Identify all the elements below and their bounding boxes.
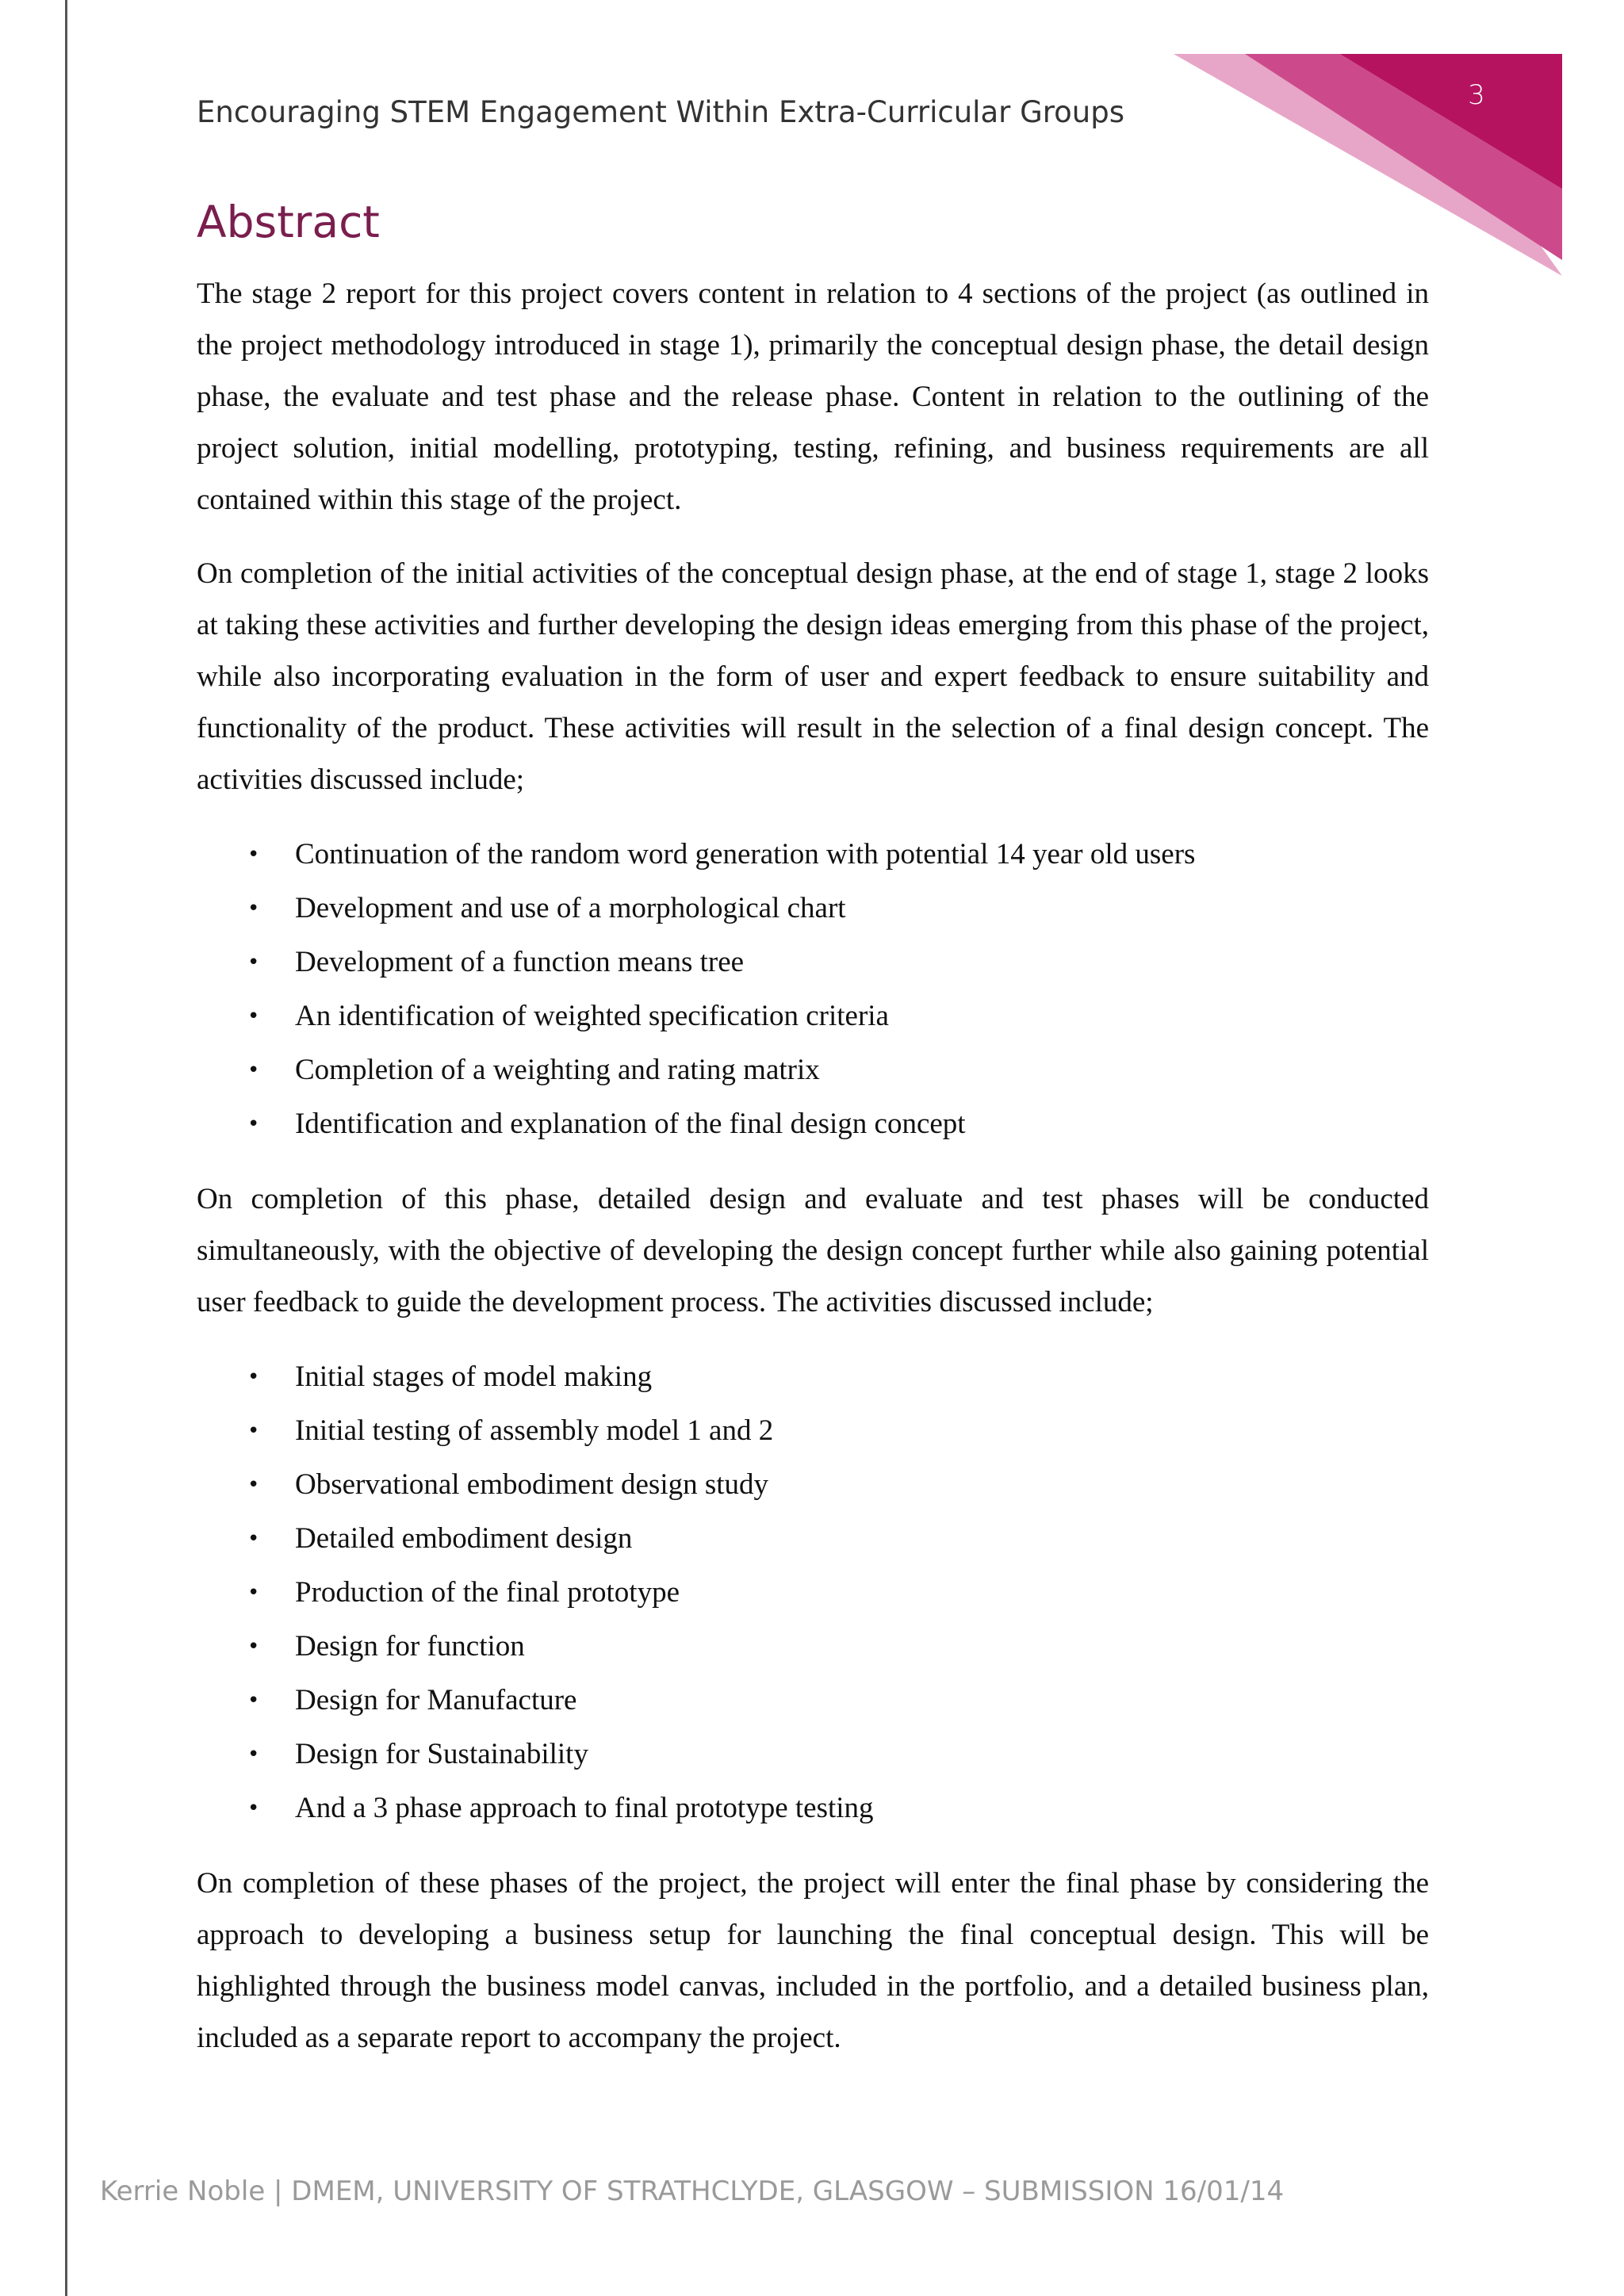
bullet-icon: • [247, 1112, 260, 1136]
list-item [197, 1566, 1429, 1620]
list-item [197, 1458, 1429, 1512]
list-item [197, 828, 1429, 882]
list-item [197, 1043, 1429, 1097]
list-item-text: Detailed embodiment design [295, 1522, 633, 1555]
page-footer: Kerrie Noble | DMEM, UNIVERSITY OF STRATHCLYDE, GLASGOW – SUBMISSION 16/01/14 [100, 2175, 1285, 2207]
bullet-icon: • [247, 1473, 260, 1497]
list-item [197, 882, 1429, 936]
conceptual-activities-list [197, 828, 1429, 1151]
bullet-icon: • [247, 1581, 260, 1605]
bullet-icon: • [247, 1689, 260, 1712]
list-item [197, 936, 1429, 989]
body-text [197, 268, 1429, 2086]
bullet-icon: • [247, 1365, 260, 1389]
bullet-icon: • [247, 951, 260, 974]
list-item-text: Development and use of a morphological chart [295, 892, 846, 924]
running-header: Encouraging STEM Engagement Within Extra-Curricular Groups [197, 95, 1125, 129]
list-item-text: Initial testing of assembly model 1 and 2 [295, 1414, 774, 1447]
list-item [197, 1781, 1429, 1835]
list-item [197, 1512, 1429, 1566]
bullet-icon: • [247, 1797, 260, 1820]
list-item-text: Observational embodiment design study [295, 1468, 769, 1501]
bullet-icon: • [247, 897, 260, 920]
paragraph-intro: The stage 2 report for this project covers content in relation to 4 sections of the project (as outlined in the project methodology introduced in stage 1), primarily the conceptual design phase, the detail design phase, the evaluate and test phase and the release phase. Content in relation to the outlining of the project solution, initial modelling, prototyping, testing, refining, and business requirements are all contained within this stage of the project. [197, 277, 1429, 516]
bullet-icon: • [247, 1419, 260, 1443]
list-item-text: Continuation of the random word generation with potential 14 year old users [295, 838, 1196, 871]
bullet-icon: • [247, 1058, 260, 1082]
list-item [197, 1404, 1429, 1458]
list-item-text: Completion of a weighting and rating matrix [295, 1054, 820, 1086]
list-item-text: Design for function [295, 1630, 525, 1663]
list-item-text: Design for Manufacture [295, 1684, 577, 1716]
bullet-icon: • [247, 1635, 260, 1659]
bullet-icon: • [247, 843, 260, 867]
list-item-text: Development of a function means tree [295, 946, 745, 978]
list-item [197, 1350, 1429, 1404]
list-item-text: Identification and explanation of the final design concept [295, 1108, 966, 1140]
list-item-text: Design for Sustainability [295, 1738, 588, 1770]
list-item-text: An identification of weighted specification criteria [295, 1000, 889, 1032]
list-item-text: Production of the final prototype [295, 1576, 680, 1609]
list-item-text: Initial stages of model making [295, 1360, 653, 1393]
bullet-icon: • [247, 1527, 260, 1551]
corner-decoration [1174, 54, 1562, 276]
list-item [197, 1728, 1429, 1781]
paragraph-conceptual: On completion of the initial activities of the conceptual design phase, at the end of stage 1, stage 2 looks at taking these activities and further developing the design ideas emerging from this phase of the project, while also incorporating evaluation in the form of user and expert feedback to ensure suitability and functionality of the product. These activities will result in the selection of a final design concept. The activities discussed include; [197, 557, 1429, 796]
bullet-icon: • [247, 1004, 260, 1028]
bullet-icon: • [247, 1743, 260, 1766]
left-margin-rule [65, 0, 67, 2296]
section-title: Abstract [197, 197, 380, 247]
paragraph-detailed: On completion of this phase, detailed design and evaluate and test phases will be conducted simultaneously, with the objective of developing the design concept further while also gaining potential user feedback to guide the development process. The activities discussed include; [197, 1183, 1429, 1318]
page-number: 3 [1468, 79, 1485, 111]
list-item-text: And a 3 phase approach to final prototype testing [295, 1792, 874, 1824]
list-item [197, 989, 1429, 1043]
list-item [197, 1620, 1429, 1674]
detailed-activities-list [197, 1350, 1429, 1835]
list-item [197, 1674, 1429, 1728]
paragraph-release: On completion of these phases of the project, the project will enter the final phase by considering the approach to developing a business setup for launching the final conceptual design. This will be highlighted through the business model canvas, included in the portfolio, and a detailed business plan, included as a separate report to accompany the project. [197, 1867, 1429, 2054]
list-item [197, 1097, 1429, 1151]
